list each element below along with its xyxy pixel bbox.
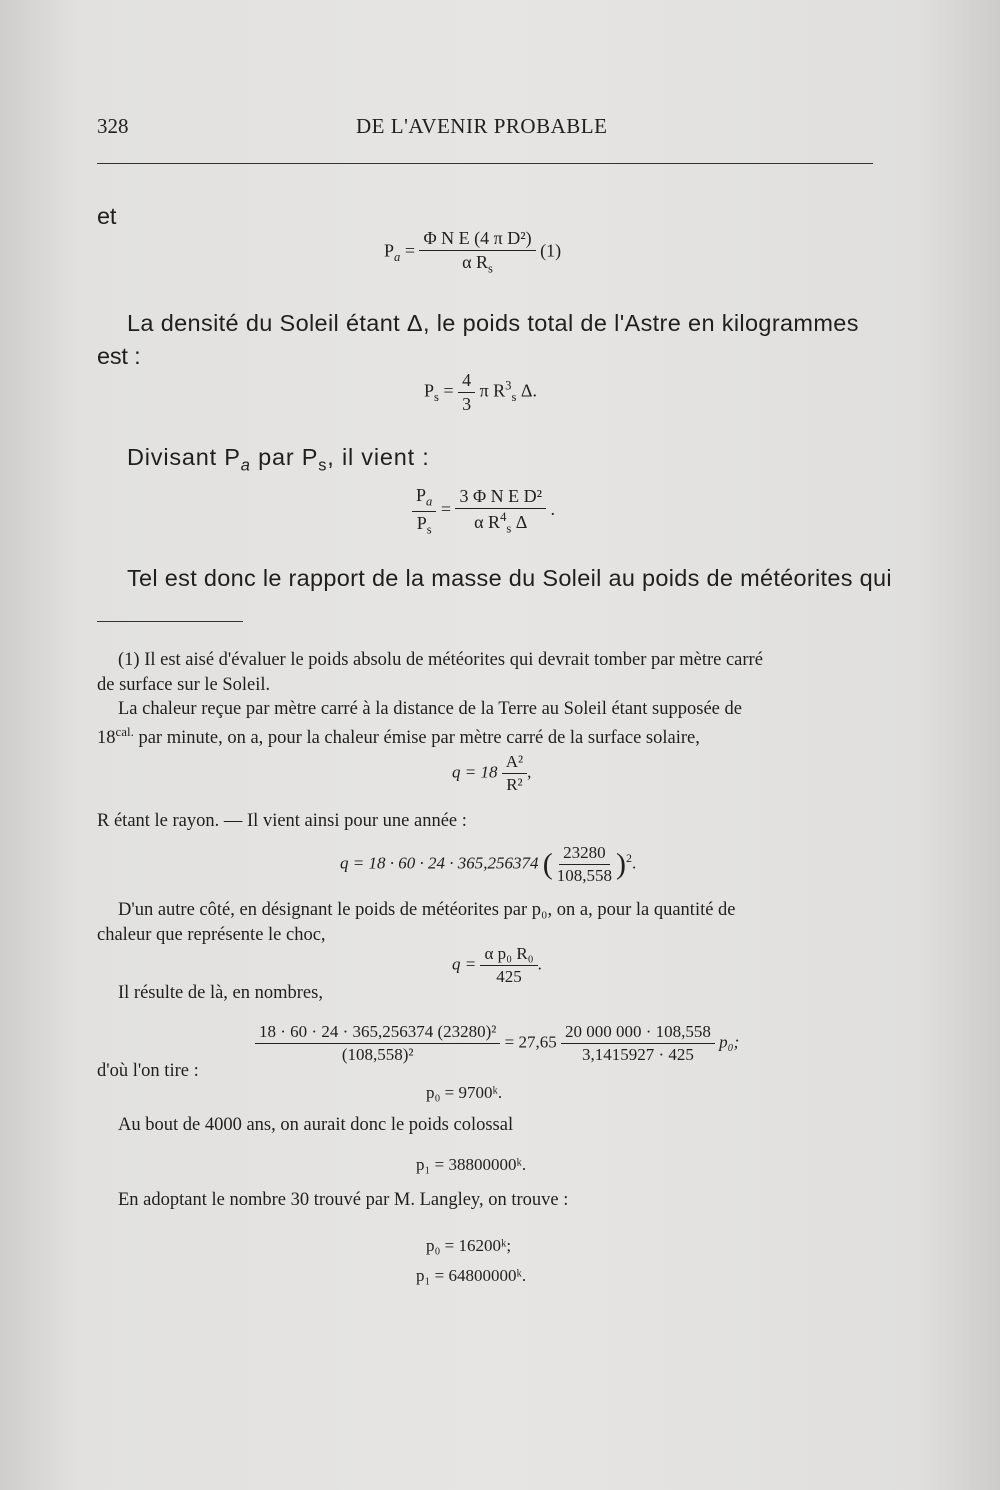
eq-q1-tail: , bbox=[527, 762, 532, 782]
footnote-line2: de surface sur le Soleil. bbox=[97, 675, 271, 695]
eq-q2-num: 23280 bbox=[559, 843, 610, 865]
eq-big-r-den: 3,1415927 · 425 bbox=[582, 1045, 694, 1064]
para1-line1: La densité du Soleil étant Δ, le poids total de l'Astre en kilogrammes bbox=[127, 310, 859, 336]
footnote-line3: La chaleur reçue par mètre carré à la distance de la Terre au Soleil étant supposée de bbox=[118, 699, 742, 719]
para3: Tel est donc le rapport de la masse du Soleil au poids de météorites qui bbox=[127, 565, 892, 591]
footnote-line1: (1) Il est aisé d'évaluer le poids absolu de météorites qui devrait tomber par mètre carré bbox=[118, 650, 763, 670]
equation-ratio: $\frac{P_a}{P_s}$ = $\frac{\text{3 Φ N E D²}}{\alpha R^4_s \Delta}$ . bbox=[412, 485, 555, 537]
eq2-lhs: P bbox=[424, 380, 435, 401]
eq-q3-fraction bbox=[480, 944, 537, 987]
eq-q3-den: 425 bbox=[496, 967, 522, 986]
eq1-footnote-ref: (1) bbox=[540, 240, 562, 261]
para1-line2: est : bbox=[97, 343, 141, 369]
equation-q1 bbox=[452, 752, 531, 795]
footnote-line11: En adoptant le nombre 30 trouvé par M. Langley, on trouve : bbox=[118, 1190, 569, 1210]
eq-q2-den: 108,558 bbox=[556, 866, 612, 885]
eq2-lhs-sub: s bbox=[434, 390, 439, 405]
equation-q3 bbox=[452, 944, 542, 987]
eq2-frac-den: 3 bbox=[462, 394, 472, 414]
eq3-r-den-sup: 4 bbox=[500, 509, 507, 524]
eq3-tail: . bbox=[550, 499, 556, 520]
eq3-l-den-sub: s bbox=[426, 522, 432, 537]
equation-p1b: p₁ = 64800000ᵏ. bbox=[416, 1266, 527, 1285]
fn-l4-a: 18 bbox=[97, 728, 116, 749]
eq-q2-tail: . bbox=[631, 853, 637, 873]
fn-l4-b: par minute, on a, pour la chaleur émise par mètre carré de la surface solaire, bbox=[133, 728, 700, 749]
eq-big-tail: p₀; bbox=[719, 1032, 740, 1052]
eq1-fraction bbox=[419, 228, 535, 277]
eq-q1-fraction bbox=[502, 752, 527, 795]
eq-big-left-fraction bbox=[255, 1022, 500, 1065]
equation-big bbox=[255, 1022, 739, 1065]
eq3-r-den: α R bbox=[474, 511, 501, 532]
word-et: et bbox=[97, 203, 117, 229]
eq2-rest-sub: s bbox=[511, 390, 517, 405]
eq2-rest: π R bbox=[479, 380, 506, 401]
footnote-line10: Au bout de 4000 ans, on aurait donc le poids colossal bbox=[118, 1115, 514, 1135]
eq-big-l-den: (108,558)² bbox=[341, 1045, 414, 1064]
para2-b: par P bbox=[250, 444, 319, 470]
header-rule bbox=[97, 163, 873, 164]
equation-p0b: p₀ = 16200ᵏ; bbox=[426, 1236, 512, 1255]
eq-q1-den: R² bbox=[506, 775, 523, 794]
eq3-r-den-tail: Δ bbox=[511, 511, 528, 532]
equation-p0: p₀ = 9700ᵏ. bbox=[426, 1083, 503, 1102]
eq1-denominator: α R bbox=[462, 252, 489, 272]
eq1-lhs: P bbox=[384, 240, 395, 261]
equation-p1: p₁ = 38800000ᵏ. bbox=[416, 1155, 527, 1174]
para2-a-sub: a bbox=[240, 456, 251, 475]
eq3-l-num-sub: a bbox=[426, 494, 433, 509]
eq-q3-num: α p₀ R₀ bbox=[480, 944, 537, 966]
running-title: DE L'AVENIR PROBABLE bbox=[356, 114, 608, 138]
eq-q3-tail: . bbox=[537, 954, 542, 974]
eq-q3-lhs: q = bbox=[452, 954, 477, 974]
eq-big-l-num: 18 · 60 · 24 · 365,256374 (23280)² bbox=[255, 1022, 500, 1044]
fn-l4-sup: cal. bbox=[115, 724, 134, 739]
footnote-line5: R étant le rayon. — Il vient ainsi pour une année : bbox=[97, 811, 467, 831]
equation-pa: $P_a$ = $\frac{\text{Φ N E (4 π D²)}}{\alpha R_s}$ (1) bbox=[384, 228, 562, 276]
para2-b-sub: s bbox=[318, 456, 328, 475]
eq3-l-num: P bbox=[416, 485, 427, 505]
eq3-right-fraction bbox=[455, 486, 546, 537]
eq-q2-lhs: q = 18 · 60 · 24 · 365,256374 bbox=[340, 853, 539, 873]
eq-q1-num: A² bbox=[502, 752, 527, 774]
eq2-fraction bbox=[458, 370, 475, 415]
footnote-line8: Il résulte de là, en nombres, bbox=[118, 983, 323, 1003]
eq2-rest-sup: 3 bbox=[505, 378, 512, 393]
eq3-r-den-sub: s bbox=[506, 521, 512, 536]
footnote-line7: chaleur que représente le choc, bbox=[97, 925, 326, 945]
eq-q2-exp: 2 bbox=[625, 850, 632, 865]
eq3-l-den: P bbox=[416, 512, 427, 533]
eq-q2-fraction bbox=[553, 843, 616, 886]
eq-big-mid: = 27,65 bbox=[504, 1032, 557, 1052]
eq1-numerator: Φ N E (4 π D²) bbox=[419, 228, 535, 251]
eq1-den-sub: s bbox=[488, 261, 493, 276]
footnote-rule bbox=[97, 621, 243, 622]
para2 bbox=[127, 444, 430, 476]
footnote-line6: D'un autre côté, en désignant le poids de météorites par p₀, on a, pour la quantité de bbox=[118, 900, 736, 920]
para2-a: Divisant P bbox=[127, 444, 241, 470]
eq-q1-lhs: q = 18 bbox=[452, 762, 498, 782]
eq1-lhs-sub: a bbox=[394, 250, 401, 265]
page-number: 328 bbox=[97, 114, 129, 138]
footnote-line4 bbox=[97, 724, 700, 749]
eq3-left-fraction bbox=[412, 485, 436, 537]
eq3-r-num: 3 Φ N E D² bbox=[455, 486, 546, 509]
eq2-frac-num: 4 bbox=[458, 370, 475, 393]
eq-big-r-num: 20 000 000 · 108,558 bbox=[561, 1022, 715, 1044]
para2-c: , il vient : bbox=[327, 444, 430, 470]
footnote-line9: d'où l'on tire : bbox=[97, 1061, 199, 1081]
equation-q2: q = 18 · 60 · 24 · 365,256374 ( $\frac{23280}{108,558}$ )$^2$. bbox=[340, 843, 637, 885]
eq-big-right-fraction bbox=[561, 1022, 715, 1065]
equation-ps: $P_s$ = $\frac{4}{3}$ π $R^3_s$ Δ. bbox=[424, 370, 537, 414]
eq2-tail: Δ. bbox=[516, 380, 537, 401]
